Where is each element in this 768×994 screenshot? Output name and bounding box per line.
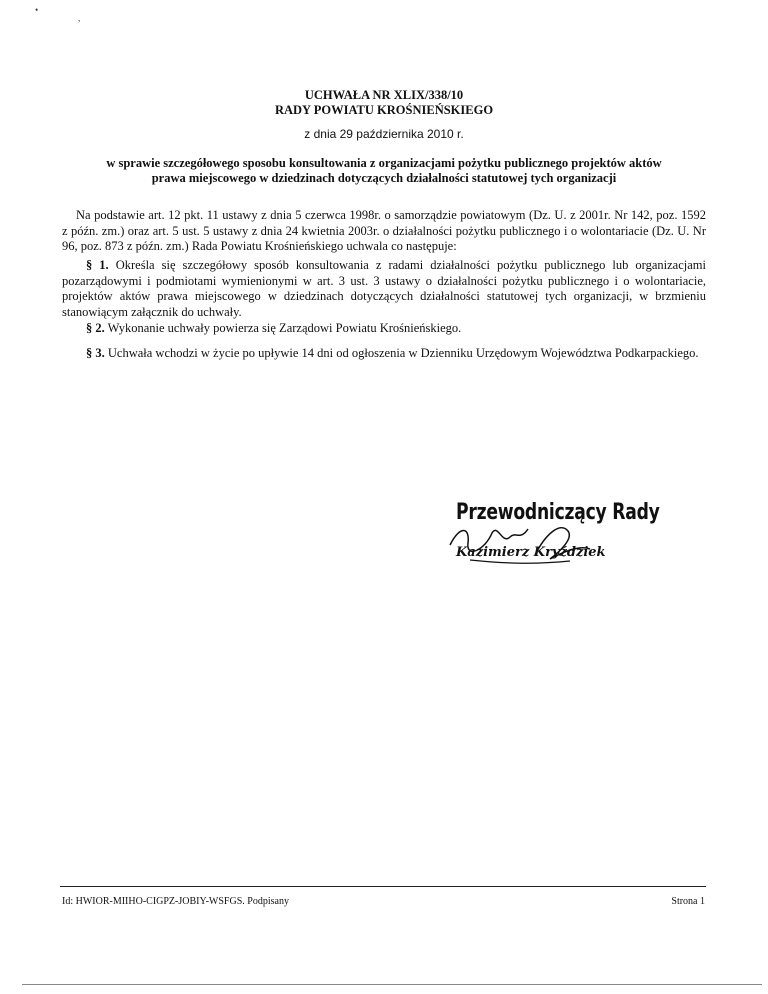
section-3 <box>62 346 706 362</box>
section-2-text: Wykonanie uchwały powierza się Zarządowi Powiatu Krośnieńskiego. <box>104 321 462 335</box>
section-3-text: Uchwała wchodzi w życie po upływie 14 dni od ogłoszenia w Dzienniku Urzędowym Województwa Podkarpackiego. <box>104 346 699 360</box>
chairman-stamp-title: Przewodniczący Rady <box>456 500 660 525</box>
section-3-mark: § 3. <box>86 346 105 360</box>
page-number: Strona 1 <box>671 896 705 907</box>
footer-divider <box>60 886 706 887</box>
subject-line-1: w sprawie szczegółowego sposobu konsultowania z organizacjami pożytku publicznego projektów aktów <box>106 156 662 170</box>
section-2 <box>62 321 706 337</box>
resolution-number: UCHWAŁA NR XLIX/338/10 <box>304 88 464 102</box>
subject-line-2: prawa miejscowego w dziedzinach dotyczących działalności statutowej tych organizacji <box>151 171 617 185</box>
section-1-mark: § 1. <box>86 258 109 272</box>
scan-speck: , <box>78 13 81 23</box>
section-2-mark: § 2. <box>86 321 105 335</box>
document-id: Id: HWIOR-MIIHO-CIGPZ-JOBIY-WSFGS. Podpisany <box>62 896 289 907</box>
handwritten-signature <box>440 515 610 570</box>
preamble: Na podstawie art. 12 pkt. 11 ustawy z dnia 5 czerwca 1998r. o samorządzie powiatowym (Dz. U. z 2001r. Nr 142, poz. 1592 z późn. zm.) oraz art. 5 ust. 5 ustawy z dnia 24 kwietnia 2003r. o działalności pożytku publicznego i o wolontariacie (Dz. U. Nr 96, poz. 873 z późn. zm.) Rada Powiatu Krośnieńskiego uchwala co następuje: <box>62 208 706 253</box>
section-1-text: Określa się szczegółowy sposób konsultowania z radami działalności pożytku publicznego lub organizacjami pozarządowymi i podmiotami wymienionymi w art. 3 ust. 3 ustawy o działalności pożytku publicznego i o wolontariacie, projektów aktów prawa miejscowego w dziedzinach dotyczących działalności statutowej tych organizacji, w brzmieniu stanowiącym załącznik do uchwały. <box>62 258 706 319</box>
section-1 <box>62 258 706 320</box>
scan-speck: • <box>35 5 39 15</box>
resolution-date: z dnia 29 października 2010 r. <box>304 127 464 141</box>
chairman-name-stamp: Kazimierz Kryździek <box>456 545 606 560</box>
scan-edge-line <box>22 984 762 985</box>
council-name: RADY POWIATU KROŚNIEŃSKIEGO <box>274 103 494 117</box>
